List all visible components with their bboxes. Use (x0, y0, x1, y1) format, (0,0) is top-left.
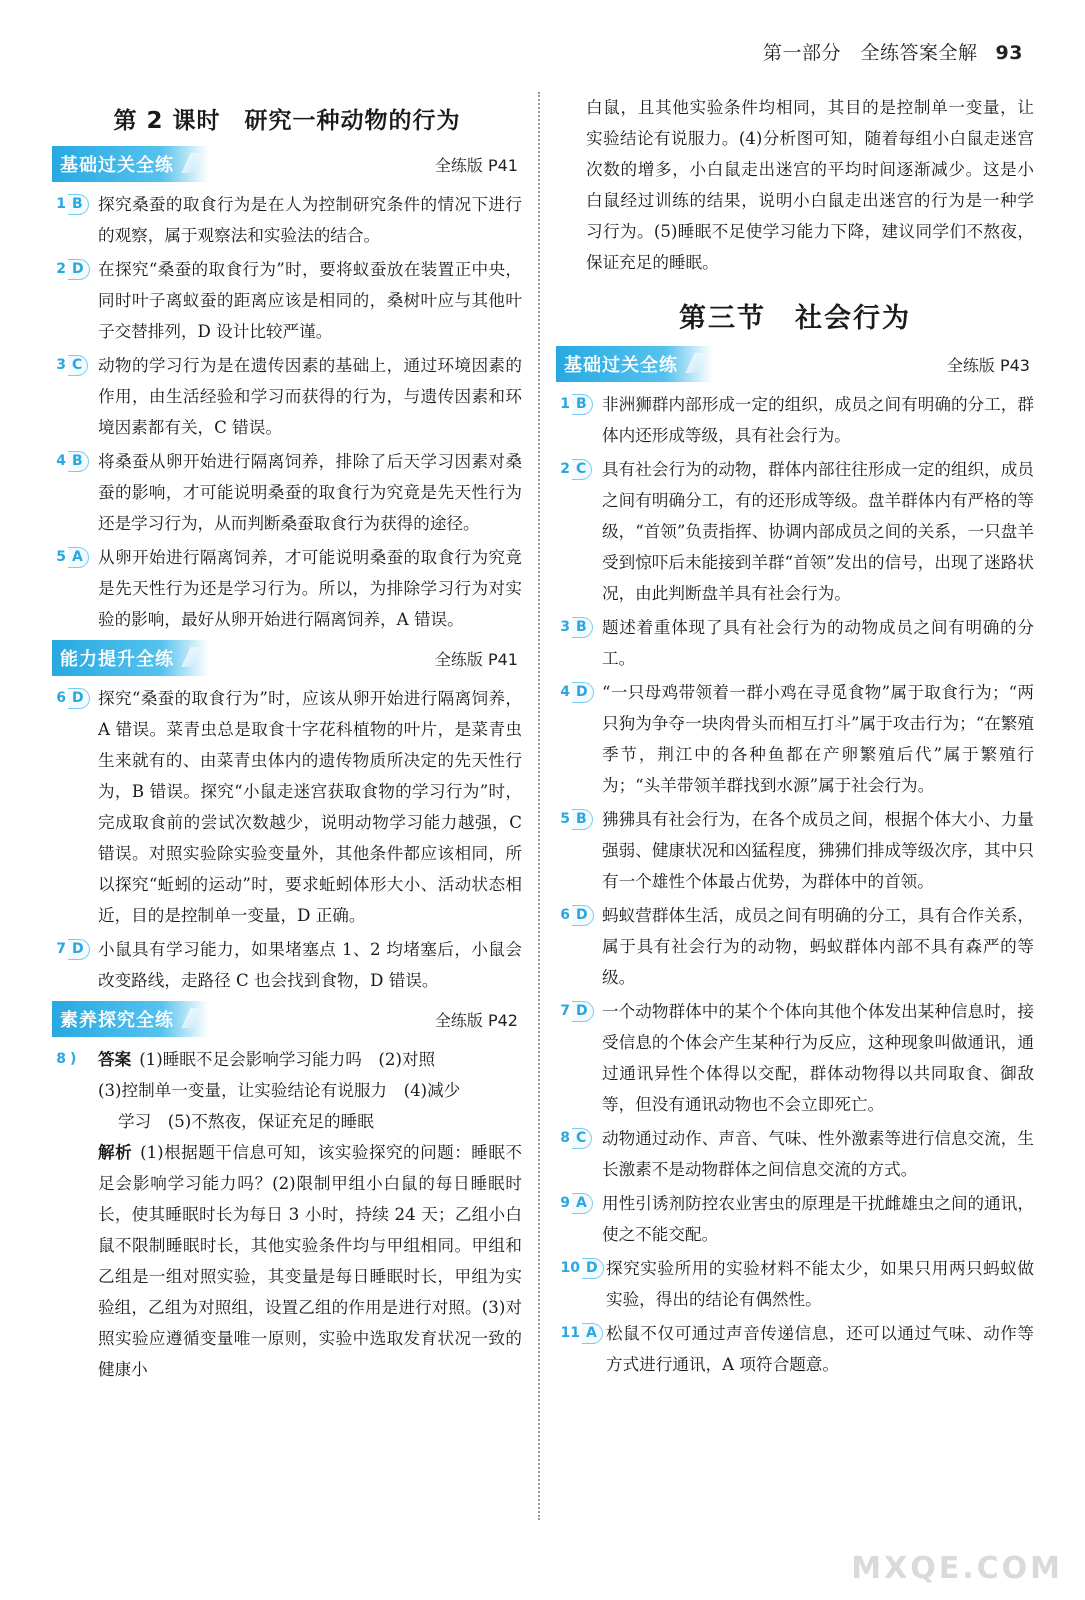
answer-item (556, 804, 1034, 897)
answer-explanation: 蚂蚁营群体生活，成员之间有明确的分工，具有合作关系，属于具有社会行为的动物，蚂蚁群体内部不具有森严的等级。 (602, 906, 1034, 987)
question-number: 7 (560, 1003, 570, 1019)
question-number: 4 (560, 684, 570, 700)
column-divider (538, 92, 540, 1520)
answer-choice: A (68, 547, 89, 568)
question-number-badge (556, 1258, 604, 1279)
question-number-badge (52, 451, 89, 472)
section-basic (556, 347, 1034, 381)
question-number-badge (556, 809, 593, 830)
answer-list (556, 389, 1034, 1380)
question-number: 2 (56, 261, 66, 277)
answer-item (52, 542, 522, 635)
answer-item (556, 1318, 1034, 1380)
question-number: 1 (560, 396, 570, 412)
page-header (763, 38, 1023, 65)
answer-choice: D (572, 682, 594, 703)
question-number-badge (556, 1001, 594, 1022)
answer-choice: B (572, 617, 593, 638)
answer-choice: C (572, 459, 592, 480)
answer-item (556, 612, 1034, 674)
question-number-badge (52, 688, 90, 709)
answer-explanation: 探究桑蚕的取食行为是在人为控制研究条件的情况下进行的观察，属于观察法和实验法的结合。 (98, 195, 522, 245)
answer-choice: D (572, 905, 594, 926)
section-basic (52, 147, 522, 181)
right-column (556, 92, 1034, 1383)
section-ability (52, 641, 522, 675)
answer-choice: A (582, 1323, 603, 1344)
section-tag: 素养探究全练 (52, 1001, 208, 1037)
version-ref: 全练版 P41 (434, 649, 518, 669)
section-title: 第三节 社会行为 (679, 303, 911, 334)
question-number-badge (556, 617, 593, 638)
question-number: 5 (560, 811, 570, 827)
answer-item (556, 1253, 1034, 1315)
answer-explanation: 狒狒具有社会行为，在各个成员之间，根据个体大小、力量强弱、健康状况和凶猛程度，狒狒们排成等级次序，其中只有一个雄性个体最占优势，为群体中的首领。 (602, 810, 1034, 891)
question-number-badge (52, 939, 90, 960)
question-number: 8 (560, 1130, 570, 1146)
analysis-text: (1)根据题干信息可知，该实验探究的问题：睡眠不足会影响学习能力吗？(2)限制甲组小白鼠的每日睡眠时长，使其睡眠时长为每日 3 小时，持续 24 天；乙组小白鼠不限制睡眠时长，其他实验条件均与甲组相同。甲组和乙组是一组对照实验，其变量是每日睡眠时长，甲组为实验组，乙组为对照组，设置乙组的作用是进行对照。(3)对照实验应遵循变量唯一原则，实验中选取发育状况一致的健康小 (98, 1143, 522, 1379)
answer-item (556, 1188, 1034, 1250)
answer-item (52, 350, 522, 443)
answer-explanation: 用性引诱剂防控农业害虫的原理是干扰雌雄虫之间的通讯，使之不能交配。 (602, 1194, 1034, 1244)
question-number-badge (556, 905, 594, 926)
answer-explanation: 从卵开始进行隔离饲养，才可能说明桑蚕的取食行为究竟是先天性行为还是学习行为。所以，为排除学习行为对实验的影响，最好从卵开始进行隔离饲养，A 错误。 (98, 548, 522, 629)
answer-item (52, 446, 522, 539)
answer-item (556, 900, 1034, 993)
answer-explanation: 动物的学习行为是在遗传因素的基础上，通过环境因素的作用，由生活经验和学习而获得的行为，与遗传因素和环境因素都有关，C 错误。 (98, 356, 522, 437)
answer-explanation: 小鼠具有学习能力，如果堵塞点 1、2 均堵塞后，小鼠会改变路线，走路径 C 也会找到食物，D 错误。 (98, 940, 522, 990)
question-number: 6 (560, 907, 570, 923)
answer-choice: D (582, 1258, 604, 1279)
question-number: 3 (56, 357, 66, 373)
answer-explanation: 探究“桑蚕的取食行为”时，应该从卵开始进行隔离饲养，A 错误。菜青虫总是取食十字花科植物的叶片，是菜青虫生来就有的、由菜青虫体内的遗传物质所决定的先天性行为，B 错误。探究“小鼠走迷宫获取食物的学习行为”时，完成取食前的尝试次数越少，说明动物学习能力越强，C 错误。对照实验除实验变量外，其他条件都应该相同，所以探究“蚯蚓的运动”时，要求蚯蚓体形大小、活动状态相近，目的是控制单一变量，D 正确。 (98, 689, 522, 925)
answer-list (52, 189, 522, 635)
question-number-badge (556, 394, 593, 415)
answer-choice: C (68, 355, 88, 376)
answer-explanation: 题述着重体现了具有社会行为的动物成员之间有明确的分工。 (602, 618, 1034, 668)
answer-choice: B (572, 809, 593, 830)
question-number: 3 (560, 619, 570, 635)
answer-choice: C (572, 1128, 592, 1149)
answer-item (556, 389, 1034, 451)
header-section: 第一部分 全练答案全解 (763, 42, 978, 64)
section-tag: 基础过关全练 (52, 146, 208, 182)
question-number: 4 (56, 453, 66, 469)
question-number-badge (556, 1128, 592, 1149)
version-ref: 全练版 P41 (434, 155, 518, 175)
answer-line-2: (3)控制单一变量，让实验结论有说服力 (4)减少 (98, 1081, 461, 1100)
question-number: 7 (56, 941, 66, 957)
question-number-badge (52, 194, 89, 215)
answer-choice: A (572, 1193, 593, 1214)
answer-explanation: 动物通过动作、声音、气味、性外激素等进行信息交流，生长激素不是动物群体之间信息交流的方式。 (602, 1129, 1034, 1179)
question-number: 10 (560, 1260, 580, 1276)
continued-text: 白鼠，且其他实验条件均相同，其目的是控制单一变量，让实验结论有说服力。(4)分析图可知，随着每组小白鼠走迷宫次数的增多，小白鼠走出迷宫的平均时间逐渐减少。这是小白鼠经过训练的结果，说明小白鼠走出迷宫的行为是一种学习行为。(5)睡眠不足使学习能力下降，建议同学们不熬夜，保证充足的睡眠。 (586, 98, 1034, 272)
answer-item (556, 996, 1034, 1120)
watermark: MXQE.COM (851, 1551, 1063, 1586)
question-number: 1 (56, 196, 66, 212)
question-number-badge: 8 ) (56, 1051, 77, 1067)
left-column (52, 92, 522, 1388)
question-number-badge (556, 1193, 593, 1214)
question-number: 5 (56, 549, 66, 565)
analysis-label: 解析 (98, 1143, 133, 1162)
answer-explanation: 在探究“桑蚕的取食行为”时，要将蚁蚕放在装置正中央，同时叶子离蚁蚕的距离应该是相同的，桑树叶应与其他叶子交替排列，D 设计比较严谨。 (98, 260, 522, 341)
answer-item (556, 454, 1034, 609)
section-tag: 基础过关全练 (556, 346, 712, 382)
answer-choice: B (68, 451, 89, 472)
page-number: 93 (995, 42, 1023, 64)
answer-explanation: 松鼠不仅可通过声音传递信息，还可以通过气味、动作等方式进行通讯，A 项符合题意。 (606, 1324, 1034, 1374)
answer-line-1: (1)睡眠不足会影响学习能力吗 (2)对照 (139, 1050, 436, 1069)
answer-choice: B (572, 394, 593, 415)
answer-item (52, 683, 522, 931)
question-number-badge (556, 459, 592, 480)
answer-list (52, 683, 522, 996)
question-number: 11 (560, 1325, 580, 1341)
answer-explanation: 具有社会行为的动物，群体内部往往形成一定的组织，成员之间有明确分工，有的还形成等级。盘羊群体内有严格的等级，“首领”负责指挥、协调内部成员之间的关系，一只盘羊受到惊吓后未能接到羊群“首领”发出的信号，出现了迷路状况，由此判断盘羊具有社会行为。 (602, 460, 1034, 603)
answer-item (52, 254, 522, 347)
answer-item (52, 189, 522, 251)
answer-label: 答案 (98, 1050, 132, 1069)
question-number-badge (52, 355, 88, 376)
answer-choice: B (68, 194, 89, 215)
answer-explanation: 非洲狮群内部形成一定的组织，成员之间有明确的分工，群体内还形成等级，具有社会行为。 (602, 395, 1034, 445)
answer-line-3: 学习 (5)不熬夜，保证充足的睡眠 (118, 1112, 374, 1131)
answer-item (556, 677, 1034, 801)
question-number: 9 (560, 1195, 570, 1211)
answer-item (556, 1123, 1034, 1185)
question-number-badge (556, 1323, 603, 1344)
question-number-badge (52, 259, 90, 280)
answer-choice: D (68, 259, 90, 280)
section-inquiry (52, 1002, 522, 1036)
answer-explanation: 一个动物群体中的某个个体向其他个体发出某种信息时，接受信息的个体会产生某种行为反应，这种现象叫做通讯，通过通讯异性个体得以交配，群体动物得以共同取食、御敌等，但没有通讯动物也不会立即死亡。 (602, 1002, 1034, 1114)
question-number-badge (52, 547, 89, 568)
analysis-continued (556, 92, 1034, 278)
answer-choice: D (68, 688, 90, 709)
answer-explanation: “一只母鸡带领着一群小鸡在寻觅食物”属于取食行为；“两只狗为争夺一块肉骨头而相互打斗”属于攻击行为；“在繁殖季节，荆江中的各种鱼都在产卵繁殖后代”属于繁殖行为；“头羊带领羊群找到水源”属于社会行为。 (602, 683, 1034, 795)
version-ref: 全练版 P43 (946, 355, 1030, 375)
section-tag: 能力提升全练 (52, 640, 208, 676)
lesson-title: 第 2 课时 研究一种动物的行为 (113, 108, 461, 134)
answer-choice: D (572, 1001, 594, 1022)
question-number: 6 (56, 690, 66, 706)
version-ref: 全练版 P42 (434, 1010, 518, 1030)
question-number-badge (556, 682, 594, 703)
answer-item (52, 934, 522, 996)
answer-choice: D (68, 939, 90, 960)
answer-item-8 (52, 1044, 522, 1385)
question-number: 2 (560, 461, 570, 477)
answer-explanation: 探究实验所用的实验材料不能太少，如果只用两只蚂蚁做实验，得出的结论有偶然性。 (606, 1259, 1034, 1309)
answer-explanation: 将桑蚕从卵开始进行隔离饲养，排除了后天学习因素对桑蚕的影响，才可能说明桑蚕的取食行为究竟是先天性行为还是学习行为，从而判断桑蚕取食行为获得的途径。 (98, 452, 522, 533)
